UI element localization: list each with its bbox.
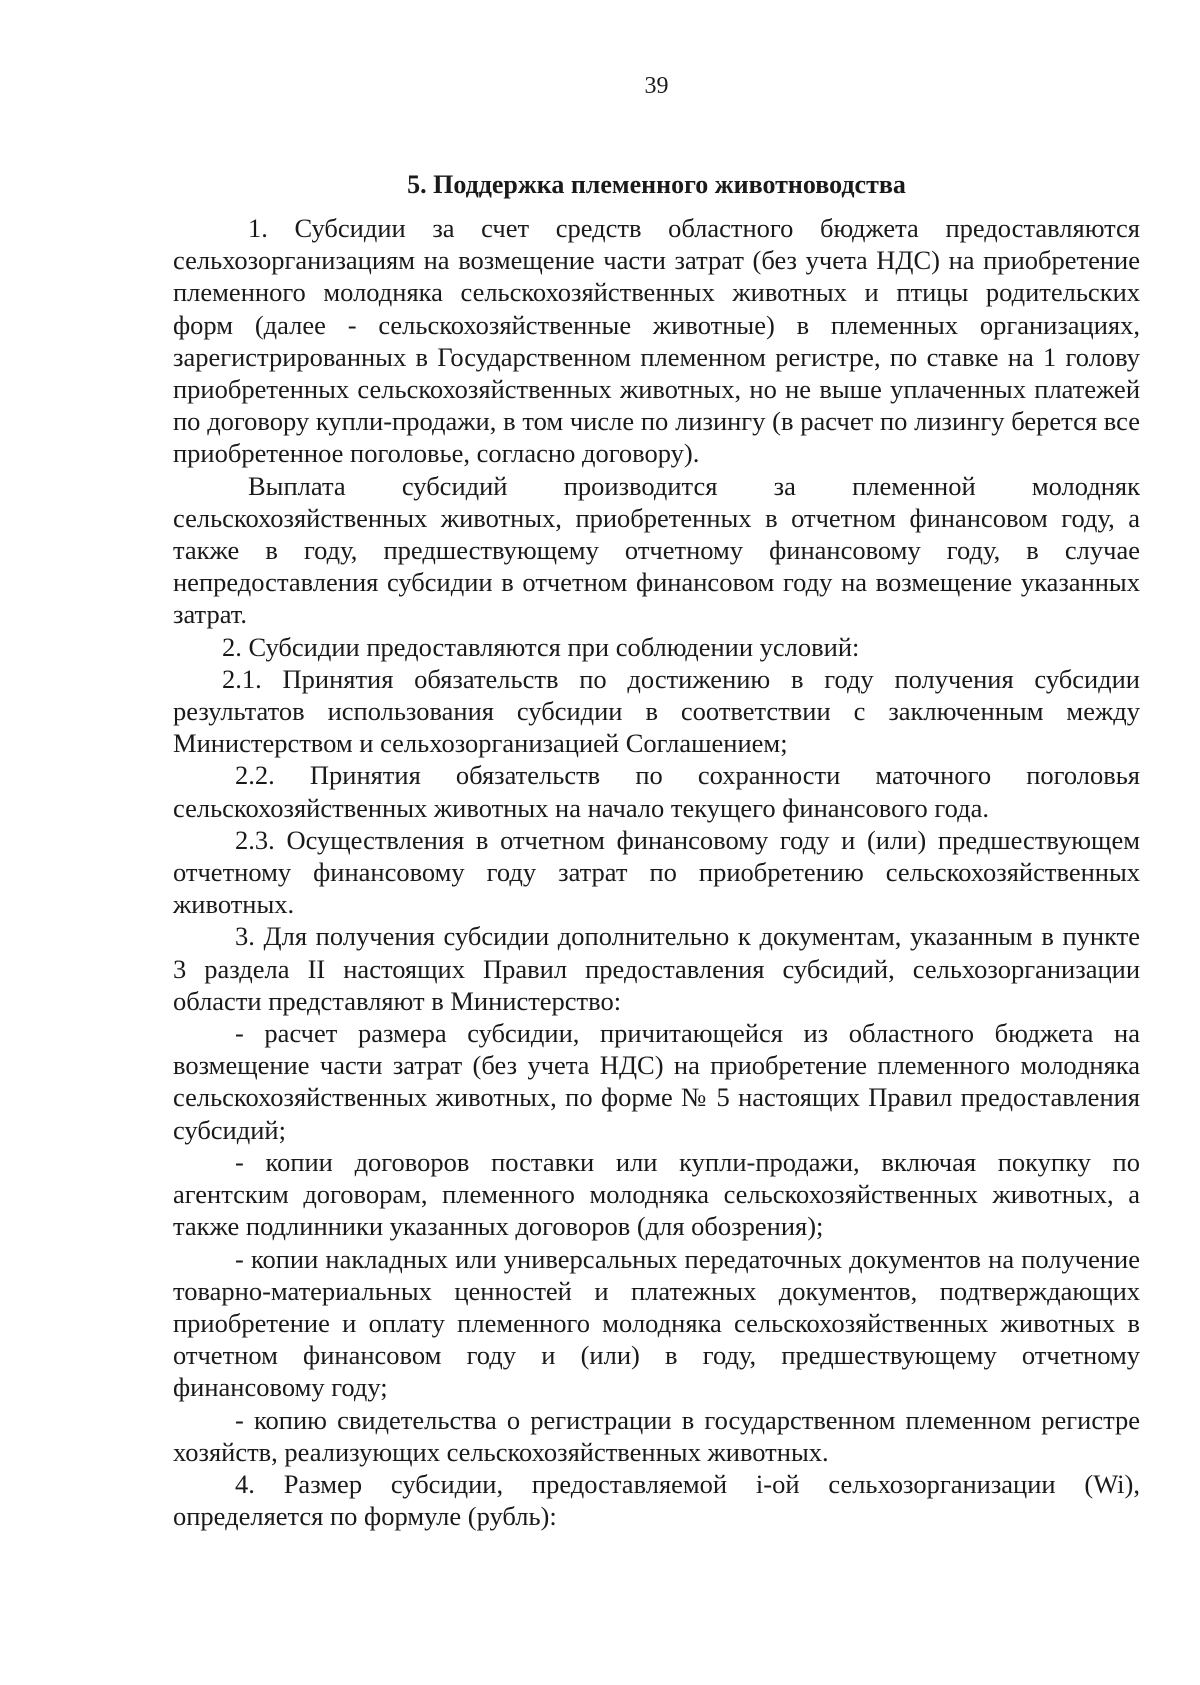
list-item-certificate: - копию свидетельства о регистрации в государственном племенном регистре хозяйств, реализующих сельскохозяйственных животных. [173, 1404, 1140, 1467]
list-item-calculation: - расчет размера субсидии, причитающейся из областного бюджета на возмещение части затрат (без учета НДС) на приобретение племенного молодняка сельскохозяйственных животных, по форме № 5 настоящих Правил предоставления субсидий; [173, 1018, 1140, 1145]
paragraph-2-3: 2.3. Осуществления в отчетном финансовому году и (или) предшествующем отчетному финансовому году затрат по приобретению сельскохозяйственных животных. [173, 824, 1140, 920]
paragraph-4: 4. Размер субсидии, предоставляемой i-ой сельхозорганизации (Wi), определяется по формуле (рубль): [173, 1468, 1140, 1532]
paragraph-payment: Выплата субсидий производится за племенной молодняк сельскохозяйственных животных, приобретенных в отчетном финансовом году, а также в году, предшествующему отчетному финансовому году, в случае непредоставления субсидии в отчетном финансовом году на возмещение указанных затрат. [173, 470, 1140, 630]
page-number: 39 [644, 73, 669, 99]
section-heading: 5. Поддержка племенного животноводства [407, 170, 906, 199]
paragraph-2: 2. Субсидии предоставляются при соблюдении условий: [222, 631, 860, 662]
paragraph-1: 1. Субсидии за счет средств областного бюджета предоставляются сельхозорганизациям на возмещение части затрат (без учета НДС) на приобретение племенного молодняка сельскохозяйственных животных и птицы родительских форм (далее - сельскохозяйственные животные) в племенных организациях, зарегистрированных в Государственном племенном регистре, по ставке на 1 голову приобретенных сельскохозяйственных животных, но не выше уплаченных платежей по договору купли-продажи, в том числе по лизингу (в расчет по лизингу берется все приобретенное поголовье, согласно договору). [173, 213, 1140, 469]
list-item-contracts: - копии договоров поставки или купли-продажи, включая покупку по агентским договорам, племенного молодняка сельскохозяйственных животных, а также подлинники указанных договоров (для обозрения); [173, 1146, 1140, 1242]
paragraph-2-2: 2.2. Принятия обязательств по сохранности маточного поголовья сельскохозяйственных животных на начало текущего финансового года. [173, 760, 1140, 823]
list-item-invoices: - копии накладных или универсальных передаточных документов на получение товарно-материальных ценностей и платежных документов, подтверждающих приобретение и оплату племенного молодняка сельскохозяйственных животных в отчетном финансовом году и (или) в году, предшествующему отчетному финансовому году; [173, 1243, 1140, 1403]
paragraph-3: 3. Для получения субсидии дополнительно к документам, указанным в пункте 3 раздела II настоящих Правил предоставления субсидий, сельхозорганизации области представляют в Министерство: [173, 921, 1140, 1016]
document-body [173, 212, 1140, 1532]
paragraph-2-1: 2.1. Принятия обязательств по достижению в году получения субсидии результатов использования субсидии в соответствии с заключенным между Министерством и сельхозорганизацией Соглашением; [173, 663, 1140, 759]
